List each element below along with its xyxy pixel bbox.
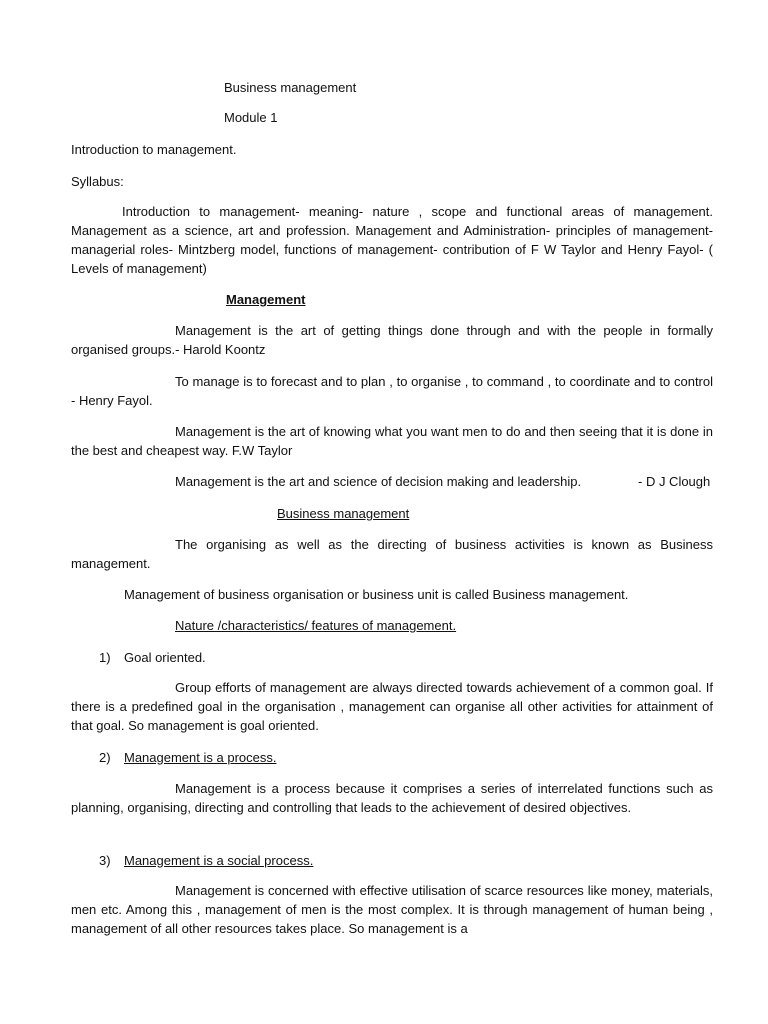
list-item-title: Management is a social process. — [124, 853, 314, 868]
list-item-number: 3) — [99, 853, 111, 868]
definition-taylor: Management is the art of knowing what you want men to do and then seeing that it is done in the best and cheapest way. F.W Taylor — [71, 424, 713, 458]
definition-koontz: Management is the art of getting things done through and with the people in formally organised groups.- Harold Koontz — [71, 323, 713, 357]
syllabus-text: Introduction to management- meaning- nature , scope and functional areas of management. Management as a science, art and profession. Management and Administration- principles of management- managerial roles- Mintzberg model, functions of management- contribution of F W Taylor and Henry Fayol- ( Levels of management) — [71, 204, 713, 276]
management-heading: Management — [226, 292, 306, 307]
business-management-heading: Business management — [277, 506, 410, 521]
list-item-body: Management is a process because it comprises a series of interrelated functions such as planning, organising, directing and controlling that leads to the achievement of desired objectives. — [71, 781, 713, 815]
document-title: Business management — [224, 80, 357, 95]
list-item-body: Management is concerned with effective utilisation of scarce resources like money, materials, men etc. Among this , management of men is the most complex. It is through management of human being , management of all other resources takes place. So management is a — [71, 883, 713, 936]
syllabus-label: Syllabus: — [71, 174, 124, 189]
list-item-body: Group efforts of management are always directed towards achievement of a common goal. If there is a predefined goal in the organisation , management can organise all other activities for attainment of that goal. So management is goal oriented. — [71, 680, 713, 733]
business-management-para-2: Management of business organisation or business unit is called Business management. — [124, 587, 629, 602]
list-item-number: 2) — [99, 750, 111, 765]
definition-fayol: To manage is to forecast and to plan , to organise , to command , to coordinate and to control - Henry Fayol. — [71, 374, 713, 408]
nature-heading: Nature /characteristics/ features of management. — [175, 618, 457, 633]
definition-clough-author: - D J Clough — [638, 474, 711, 489]
list-item-title: Goal oriented. — [124, 650, 206, 665]
business-management-para-1: The organising as well as the directing of business activities is known as Business management. — [71, 537, 713, 571]
intro-heading: Introduction to management. — [71, 142, 237, 157]
module-label: Module 1 — [224, 110, 278, 125]
definition-clough: Management is the art and science of decision making and leadership. — [175, 474, 582, 489]
list-item-title: Management is a process. — [124, 750, 277, 765]
list-item-number: 1) — [99, 650, 111, 665]
